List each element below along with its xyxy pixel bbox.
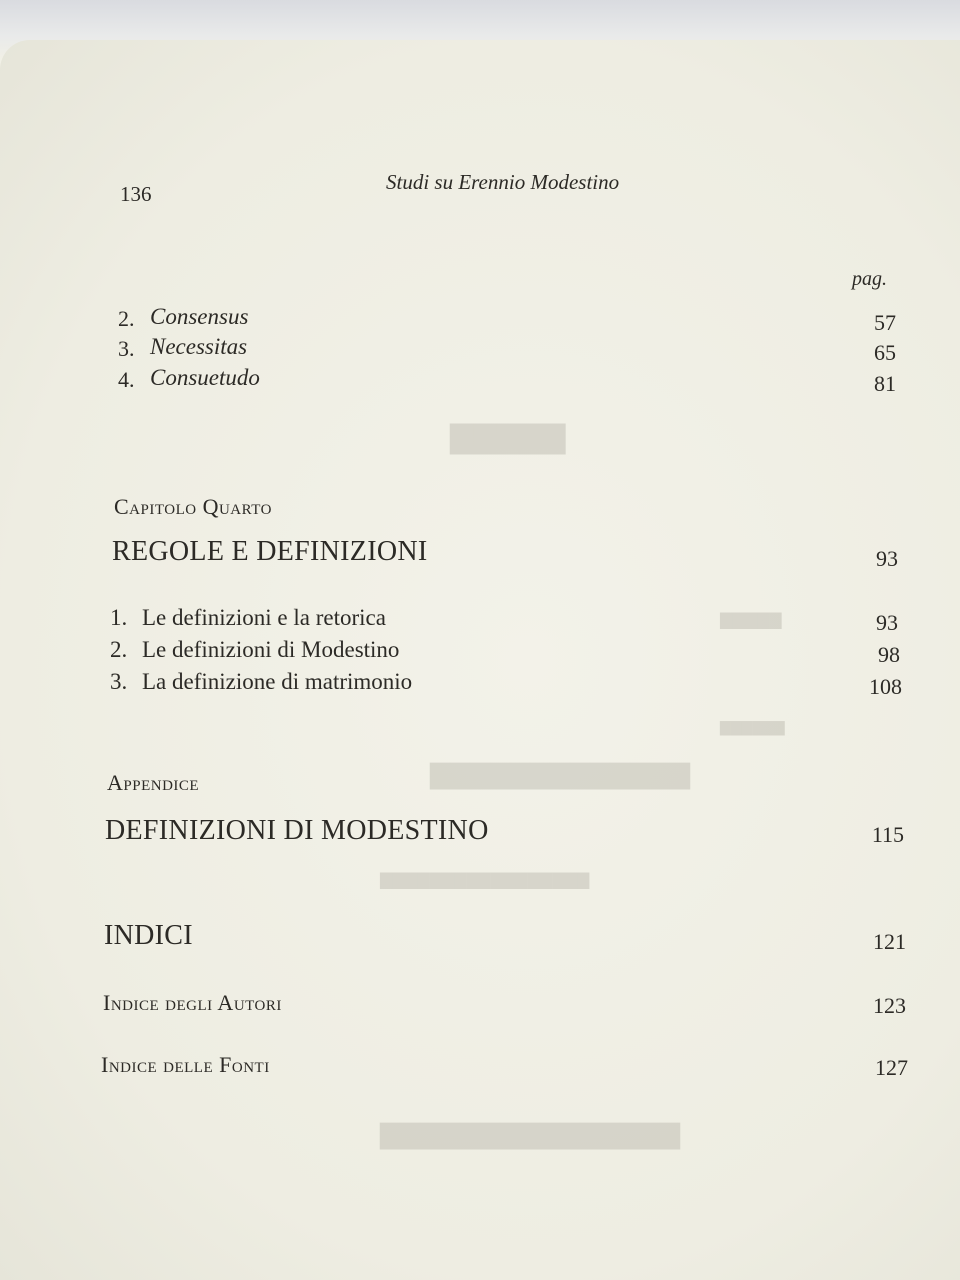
- entry-page: 81: [874, 371, 896, 396]
- entry-title: Necessitas: [150, 334, 248, 359]
- show-through-mark: ▇▇▇▇▇▇▇▇▇▇▇▇▇▇▇: [380, 1120, 680, 1149]
- entry-page: 98: [878, 642, 900, 667]
- chapter-title: REGOLE E DEFINIZIONI: [112, 536, 428, 567]
- entry-title: Consuetudo: [150, 365, 260, 390]
- index-item-title: Indice degli Autori: [103, 990, 282, 1015]
- entry-number: 3.: [118, 336, 135, 361]
- entry-number: 1.: [110, 605, 128, 630]
- index-item-page: 127: [875, 1055, 908, 1080]
- entry-title: Consensus: [150, 304, 249, 329]
- show-through-mark: ▇▇▇▇▇▇▇▇▇▇▇▇▇▇▇▇▇: [380, 872, 590, 889]
- show-through-mark: ▇▇▇▇▇: [720, 612, 782, 629]
- entry-number: 3.: [110, 669, 128, 694]
- index-item-page: 123: [873, 993, 906, 1018]
- entry-page: 108: [869, 674, 902, 699]
- entry-number: 2.: [110, 637, 128, 662]
- appendix-label: Appendice: [107, 770, 200, 795]
- indici-page: 121: [873, 929, 906, 954]
- entry-page: 93: [876, 610, 898, 635]
- index-item-title: Indice delle Fonti: [101, 1052, 270, 1077]
- appendix-page: 115: [871, 822, 904, 847]
- indici-title: INDICI: [104, 920, 193, 951]
- entry-title: Le definizioni e la retorica: [142, 605, 386, 630]
- show-through-mark: ▇▇▇▇▇▇: [720, 721, 785, 736]
- appendix-title: DEFINIZIONI DI MODESTINO: [105, 815, 489, 846]
- entry-number: 2.: [118, 306, 135, 331]
- show-through-mark: ▇▇▇▇▇: [450, 421, 566, 454]
- entry-page: 65: [874, 340, 896, 365]
- entry-title: La definizione di matrimonio: [142, 669, 413, 694]
- running-title: Studi su Erennio Modestino: [386, 170, 620, 194]
- entry-title: Le definizioni di Modestino: [142, 637, 400, 662]
- pag-column-label: pag.: [852, 268, 887, 290]
- entry-page: 57: [874, 310, 896, 335]
- chapter-page: 93: [876, 546, 898, 571]
- page-number: 136: [120, 182, 152, 206]
- entry-number: 4.: [118, 367, 135, 392]
- chapter-label: Capitolo Quarto: [114, 494, 272, 519]
- show-through-mark: ▇▇▇▇▇▇▇▇▇▇▇▇▇: [430, 760, 690, 789]
